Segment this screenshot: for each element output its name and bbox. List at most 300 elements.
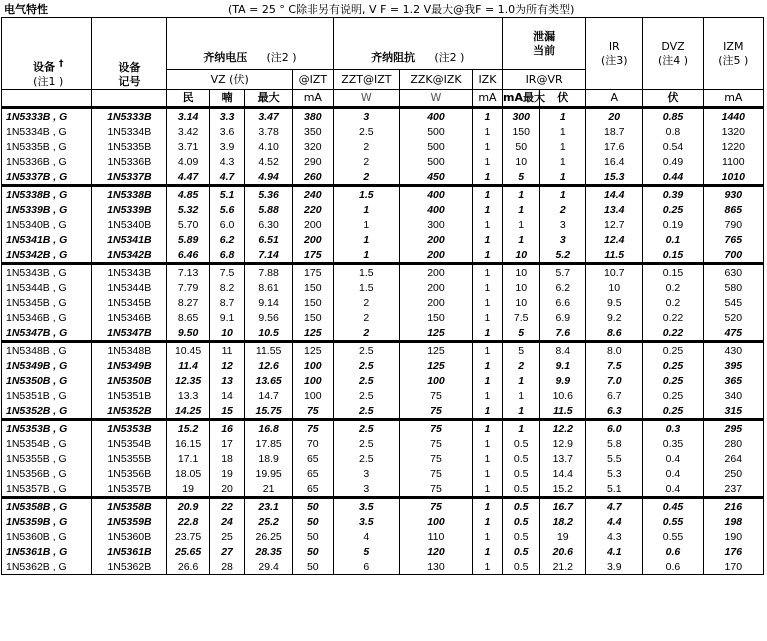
cell-vmin: 20.9 [167,498,210,515]
cell-mark: 1N5354B [92,436,167,451]
cell-vnom: 16 [209,420,244,437]
table-row [2,202,764,217]
cell-zzk: 400 [400,108,473,125]
unit-zzk: W [400,90,473,108]
cell-device: 1N5338B , G [2,186,92,203]
cell-izk: 1 [472,217,502,232]
cell-izk: 1 [472,420,502,437]
cell-vmin: 6.46 [167,247,210,264]
cell-mark: 1N5342B [92,247,167,264]
cell-vmin: 19 [167,481,210,498]
cell-izt: 125 [293,342,334,359]
cell-vmin: 5.89 [167,232,210,247]
cell-izk: 1 [472,559,502,575]
cell-vr: 9.1 [540,358,586,373]
cell-zzt: 3.5 [333,514,400,529]
cell-vmin: 3.42 [167,124,210,139]
cell-izt: 125 [293,325,334,342]
cell-ir: 1 [503,373,540,388]
cell-vr: 11.5 [540,403,586,420]
cell-ir: 1 [503,217,540,232]
cell-vr: 10.6 [540,388,586,403]
cell-dvz: 0.3 [643,420,703,437]
cell-device: 1N5359B , G [2,514,92,529]
cell-vmin: 4.09 [167,154,210,169]
cell-izk: 1 [472,436,502,451]
cell-izk: 1 [472,202,502,217]
ir-label: IR [608,39,620,53]
cell-vr: 6.9 [540,310,586,325]
cell-ir2: 4.7 [586,498,643,515]
cell-dvz: 0.2 [643,295,703,310]
cell-vmax: 4.10 [245,139,293,154]
izm-label: IZM [723,39,744,53]
leakage-label-2: 当前 [533,43,556,57]
cell-zzk: 200 [400,264,473,281]
cell-mark: 1N5339B [92,202,167,217]
cell-vr: 18.2 [540,514,586,529]
cell-ir2: 9.2 [586,310,643,325]
cell-vmin: 10.45 [167,342,210,359]
cell-dvz: 0.45 [643,498,703,515]
ir-vr-header: IR@VR [503,70,586,90]
cell-vnom: 15 [209,403,244,420]
cell-zzk: 100 [400,514,473,529]
cell-zzt: 1.5 [333,280,400,295]
cell-vmax: 6.51 [245,232,293,247]
cell-ir2: 5.8 [586,436,643,451]
cell-izm: 395 [703,358,763,373]
cell-ir: 10 [503,247,540,264]
cell-izk: 1 [472,264,502,281]
cell-ir2: 16.4 [586,154,643,169]
cell-ir: 1 [503,403,540,420]
cell-mark: 1N5336B [92,154,167,169]
cell-izk: 1 [472,529,502,544]
unit-izk: mA [472,90,502,108]
cell-vr: 1 [540,169,586,186]
table-row [2,124,764,139]
marking-label: 设备 [118,61,141,74]
cell-dvz: 0.25 [643,403,703,420]
cell-device: 1N5348B , G [2,342,92,359]
cell-device: 1N5361B , G [2,544,92,559]
cell-vmax: 9.14 [245,295,293,310]
cell-zzk: 75 [400,451,473,466]
cell-mark: 1N5347B [92,325,167,342]
cell-izm: 176 [703,544,763,559]
cell-vmax: 8.61 [245,280,293,295]
cell-izm: 315 [703,403,763,420]
cell-ir: 1 [503,186,540,203]
cell-zzt: 3 [333,481,400,498]
cell-ir: 1 [503,202,540,217]
cell-mark: 1N5333B [92,108,167,125]
cell-zzk: 400 [400,186,473,203]
cell-izt: 380 [293,108,334,125]
cell-vr: 15.2 [540,481,586,498]
table-row [2,373,764,388]
cell-izt: 150 [293,295,334,310]
cell-ir: 7.5 [503,310,540,325]
cell-ir: 10 [503,295,540,310]
cell-izm: 264 [703,451,763,466]
zener-voltage-label: 齐纳电压 [203,51,248,65]
cell-izm: 580 [703,280,763,295]
cell-vnom: 4.3 [209,154,244,169]
cell-dvz: 0.85 [643,108,703,125]
cell-izk: 1 [472,466,502,481]
cell-ir2: 9.5 [586,295,643,310]
cell-izm: 365 [703,373,763,388]
cell-vmax: 4.94 [245,169,293,186]
cell-izm: 430 [703,342,763,359]
cell-zzt: 3 [333,108,400,125]
cell-izt: 200 [293,217,334,232]
cell-ir: 10 [503,154,540,169]
cell-dvz: 0.25 [643,388,703,403]
cell-izm: 1320 [703,124,763,139]
cell-device: 1N5333B , G [2,108,92,125]
cell-zzt: 1 [333,247,400,264]
cell-vmin: 15.2 [167,420,210,437]
cell-vmax: 29.4 [245,559,293,575]
cell-mark: 1N5335B [92,139,167,154]
cell-dvz: 0.8 [643,124,703,139]
cell-mark: 1N5353B [92,420,167,437]
cell-vnom: 4.7 [209,169,244,186]
cell-vnom: 6.0 [209,217,244,232]
cell-vnom: 7.5 [209,264,244,281]
cell-zzt: 2.5 [333,358,400,373]
cell-vmin: 9.50 [167,325,210,342]
cell-zzt: 1.5 [333,264,400,281]
cell-izk: 1 [472,124,502,139]
cell-vmin: 3.14 [167,108,210,125]
cell-device: 1N5349B , G [2,358,92,373]
cell-dvz: 0.4 [643,481,703,498]
device-note: (注1 ) [33,75,64,88]
cell-vmin: 16.15 [167,436,210,451]
cell-vmax: 3.78 [245,124,293,139]
cell-vr: 12.2 [540,420,586,437]
cell-vmax: 25.2 [245,514,293,529]
cell-dvz: 0.15 [643,264,703,281]
unit-vmax: 最大 [245,90,293,108]
cell-dvz: 0.25 [643,373,703,388]
cell-device: 1N5355B , G [2,451,92,466]
cell-izk: 1 [472,451,502,466]
cell-dvz: 0.4 [643,451,703,466]
cell-izt: 320 [293,139,334,154]
cell-izm: 475 [703,325,763,342]
cell-dvz: 0.35 [643,436,703,451]
cell-ir2: 20 [586,108,643,125]
cell-vmax: 23.1 [245,498,293,515]
cell-izt: 100 [293,358,334,373]
cell-zzt: 2.5 [333,451,400,466]
izm-header [703,18,763,90]
cell-mark: 1N5334B [92,124,167,139]
cell-izt: 100 [293,373,334,388]
page-header [0,0,767,17]
cell-vmax: 4.52 [245,154,293,169]
zener-voltage-header [167,18,333,48]
table-row [2,217,764,232]
cell-izk: 1 [472,247,502,264]
cell-izt: 50 [293,559,334,575]
cell-ir2: 4.3 [586,529,643,544]
cell-zzk: 125 [400,325,473,342]
cell-ir: 0.5 [503,514,540,529]
cell-zzt: 2 [333,295,400,310]
cell-vnom: 13 [209,373,244,388]
dagger-mark: † [58,58,64,70]
cell-mark: 1N5359B [92,514,167,529]
table-row [2,232,764,247]
cell-zzt: 1 [333,217,400,232]
cell-zzt: 2.5 [333,420,400,437]
cell-zzk: 75 [400,420,473,437]
ir-header [586,18,643,90]
cell-mark: 1N5349B [92,358,167,373]
cell-device: 1N5351B , G [2,388,92,403]
cell-izt: 150 [293,310,334,325]
cell-zzk: 75 [400,498,473,515]
cell-zzt: 5 [333,544,400,559]
cell-vmax: 14.7 [245,388,293,403]
cell-vr: 16.7 [540,498,586,515]
cell-device: 1N5346B , G [2,310,92,325]
cell-vr: 19 [540,529,586,544]
cell-vmin: 18.05 [167,466,210,481]
cell-izt: 175 [293,247,334,264]
cell-vnom: 8.2 [209,280,244,295]
cell-vr: 21.2 [540,559,586,575]
cell-izt: 100 [293,388,334,403]
cell-vmin: 7.79 [167,280,210,295]
cell-vr: 7.6 [540,325,586,342]
cell-zzt: 2.5 [333,373,400,388]
table-row [2,264,764,281]
cell-ir: 10 [503,280,540,295]
cell-vmax: 21 [245,481,293,498]
cell-vr: 3 [540,217,586,232]
cell-vmin: 22.8 [167,514,210,529]
cell-zzt: 1.5 [333,186,400,203]
table-body [2,108,764,575]
table-row [2,295,764,310]
unit-vmin: 民 [167,90,210,108]
cell-mark: 1N5351B [92,388,167,403]
cell-mark: 1N5346B [92,310,167,325]
table-row [2,186,764,203]
cell-vmax: 16.8 [245,420,293,437]
cell-zzt: 1 [333,202,400,217]
cell-ir: 2 [503,358,540,373]
cell-device: 1N5337B , G [2,169,92,186]
device-header [2,18,92,90]
table-row [2,154,764,169]
cell-ir: 0.5 [503,498,540,515]
cell-mark: 1N5360B [92,529,167,544]
cell-device: 1N5341B , G [2,232,92,247]
cell-izm: 250 [703,466,763,481]
cell-zzk: 200 [400,247,473,264]
cell-vmin: 26.6 [167,559,210,575]
cell-vmin: 23.75 [167,529,210,544]
unit-izt: mA [293,90,334,108]
cell-ir: 1 [503,420,540,437]
cell-vmax: 13.65 [245,373,293,388]
cell-vr: 13.7 [540,451,586,466]
cell-vmin: 7.13 [167,264,210,281]
cell-dvz: 0.44 [643,169,703,186]
cell-mark: 1N5341B [92,232,167,247]
cell-zzt: 2 [333,139,400,154]
cell-izm: 190 [703,529,763,544]
cell-ir: 0.5 [503,529,540,544]
cell-vnom: 24 [209,514,244,529]
table-row [2,325,764,342]
cell-vnom: 6.8 [209,247,244,264]
leakage-header [503,18,586,70]
cell-ir2: 3.9 [586,559,643,575]
marking-label-2: 记号 [118,75,141,88]
cell-zzk: 125 [400,358,473,373]
cell-ir2: 5.1 [586,481,643,498]
zener-impedance-title [333,48,502,70]
cell-izm: 295 [703,420,763,437]
izm-note: (注5 ) [718,53,749,67]
cell-ir: 0.5 [503,559,540,575]
cell-dvz: 0.19 [643,217,703,232]
cell-dvz: 0.4 [643,466,703,481]
cell-vmin: 13.3 [167,388,210,403]
cell-izm: 280 [703,436,763,451]
cell-device: 1N5360B , G [2,529,92,544]
cell-vnom: 3.9 [209,139,244,154]
cell-ir2: 6.0 [586,420,643,437]
cell-zzt: 4 [333,529,400,544]
cell-device: 1N5345B , G [2,295,92,310]
cell-mark: 1N5348B [92,342,167,359]
cell-vr: 1 [540,108,586,125]
cell-device: 1N5358B , G [2,498,92,515]
izk-header: IZK [472,70,502,90]
cell-vmin: 14.25 [167,403,210,420]
cell-izm: 520 [703,310,763,325]
cell-izt: 50 [293,529,334,544]
marking-header [92,18,167,90]
cell-dvz: 0.39 [643,186,703,203]
cell-izt: 150 [293,280,334,295]
cell-ir: 0.5 [503,544,540,559]
cell-izt: 65 [293,481,334,498]
cell-izm: 930 [703,186,763,203]
cell-vr: 14.4 [540,466,586,481]
unit-ir-max: mA最大 [503,90,540,108]
table-row [2,544,764,559]
cell-izm: 198 [703,514,763,529]
cell-vnom: 17 [209,436,244,451]
leakage-label: 泄漏 [533,29,556,43]
cell-zzk: 75 [400,466,473,481]
table-row [2,169,764,186]
cell-izt: 65 [293,466,334,481]
cell-vmax: 12.6 [245,358,293,373]
cell-ir: 0.5 [503,466,540,481]
table-row [2,108,764,125]
cell-vnom: 5.6 [209,202,244,217]
cell-ir2: 14.4 [586,186,643,203]
cell-izt: 240 [293,186,334,203]
cell-device: 1N5339B , G [2,202,92,217]
cell-izm: 790 [703,217,763,232]
cell-izk: 1 [472,514,502,529]
cell-vnom: 25 [209,529,244,544]
unit-izm: mA [703,90,763,108]
cell-zzk: 300 [400,217,473,232]
cell-zzk: 75 [400,481,473,498]
table-row [2,498,764,515]
vz-header: VZ (伏) [167,70,293,90]
cell-device: 1N5335B , G [2,139,92,154]
cell-mark: 1N5358B [92,498,167,515]
cell-zzk: 500 [400,139,473,154]
cell-izm: 1220 [703,139,763,154]
dvz-label: DVZ [661,39,685,53]
cell-mark: 1N5345B [92,295,167,310]
cell-izm: 1440 [703,108,763,125]
cell-device: 1N5356B , G [2,466,92,481]
cell-izt: 65 [293,451,334,466]
cell-vnom: 22 [209,498,244,515]
cell-izt: 75 [293,403,334,420]
table-row [2,403,764,420]
cell-ir2: 13.4 [586,202,643,217]
cell-vnom: 8.7 [209,295,244,310]
cell-vr: 5.2 [540,247,586,264]
cell-zzt: 3 [333,466,400,481]
cell-zzt: 2.5 [333,403,400,420]
cell-dvz: 0.1 [643,232,703,247]
table-row [2,529,764,544]
cell-vmin: 25.65 [167,544,210,559]
cell-izm: 545 [703,295,763,310]
cell-mark: 1N5357B [92,481,167,498]
table-row [2,388,764,403]
cell-ir: 0.5 [503,436,540,451]
cell-mark: 1N5356B [92,466,167,481]
cell-device: 1N5354B , G [2,436,92,451]
cell-vnom: 12 [209,358,244,373]
cell-izk: 1 [472,373,502,388]
cell-dvz: 0.6 [643,559,703,575]
cell-izt: 50 [293,544,334,559]
cell-izt: 50 [293,498,334,515]
cell-device: 1N5353B , G [2,420,92,437]
unit-vr: 伏 [540,90,586,108]
cell-dvz: 0.54 [643,139,703,154]
cell-zzt: 6 [333,559,400,575]
cell-izm: 216 [703,498,763,515]
cell-vmin: 8.27 [167,295,210,310]
cell-device: 1N5336B , G [2,154,92,169]
cell-zzk: 200 [400,280,473,295]
cell-device: 1N5342B , G [2,247,92,264]
cell-device: 1N5344B , G [2,280,92,295]
